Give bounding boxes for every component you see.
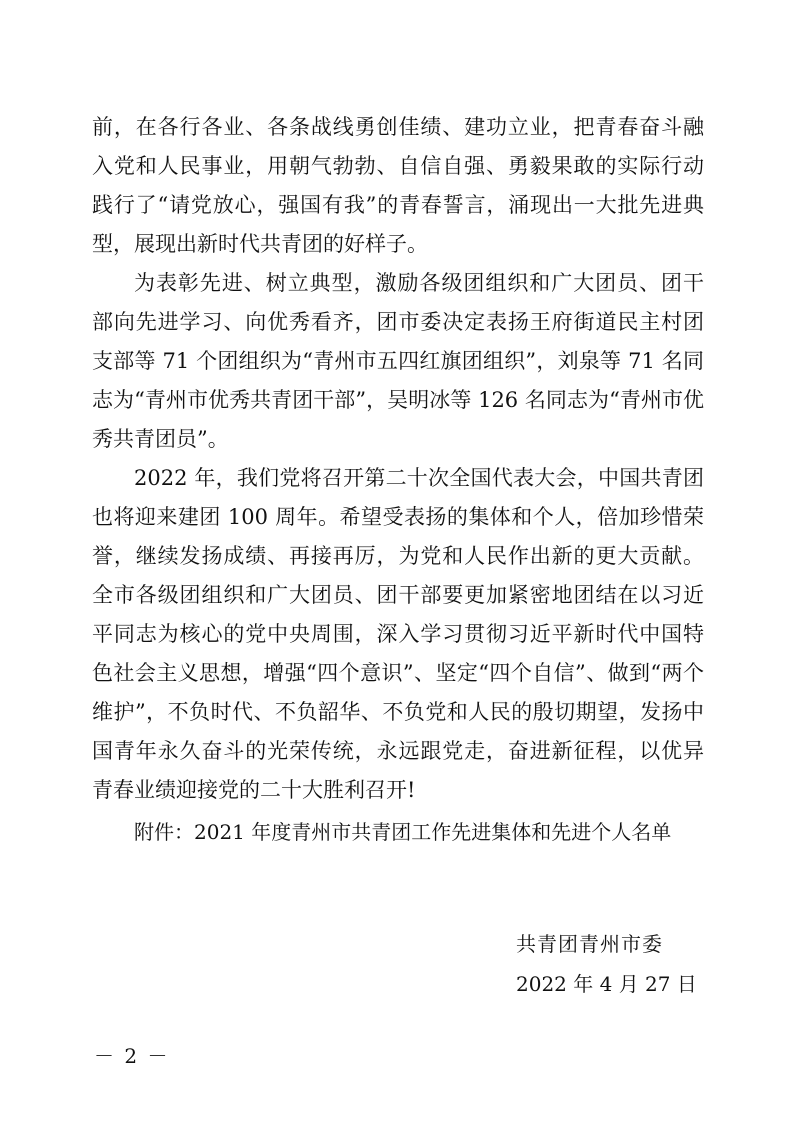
page-number: － 2 － <box>94 1044 170 1068</box>
paragraph-3-line-9: 青春业绩迎接党的二十大胜利召开! <box>92 778 416 802</box>
paragraph-2-line-1: 为表彰先进、树立典型，激励各级团组织和广大团员、团干 <box>134 271 704 295</box>
paragraph-3-line-3: 誉，继续发扬成绩、再接再厉，为党和人民作出新的更大贡献。 <box>92 544 704 568</box>
paragraph-3-line-8: 国青年永久奋斗的光荣传统，永远跟党走，奋进新征程，以优异 <box>92 739 704 763</box>
paragraph-1-line-2: 入党和人民事业，用朝气勃勃、自信自强、勇毅果敢的实际行动 <box>92 154 704 178</box>
attachment-note: 附件：2021 年度青州市共青团工作先进集体和先进个人名单 <box>134 820 672 844</box>
paragraph-3-line-2: 也将迎来建团 100 周年。希望受表扬的集体和个人，倍加珍惜荣 <box>92 505 704 529</box>
paragraph-3-line-7: 维护”，不负时代、不负韶华、不负党和人民的殷切期望，发扬中 <box>92 700 704 724</box>
paragraph-2-line-3: 支部等 71 个团组织为“青州市五四红旗团组织”，刘泉等 71 名同 <box>92 349 704 373</box>
paragraph-1-line-1: 前，在各行各业、各条战线勇创佳绩、建功立业，把青春奋斗融 <box>92 115 704 139</box>
paragraph-3-line-1: 2022 年，我们党将召开第二十次全国代表大会，中国共青团 <box>134 466 704 490</box>
paragraph-3-line-5: 平同志为核心的党中央周围，深入学习贯彻习近平新时代中国特 <box>92 622 704 646</box>
signature-organization: 共青团青州市委 <box>516 932 663 956</box>
paragraph-3-line-4: 全市各级团组织和广大团员、团干部要更加紧密地团结在以习近 <box>92 583 704 607</box>
paragraph-2-line-5: 秀共青团员”。 <box>92 427 229 451</box>
paragraph-3-line-6: 色社会主义思想，增强“四个意识”、坚定“四个自信”、做到“两个 <box>92 661 704 685</box>
signature-date: 2022 年 4 月 27 日 <box>516 972 697 996</box>
paragraph-2-line-4: 志为“青州市优秀共青团干部”，吴明冰等 126 名同志为“青州市优 <box>92 388 704 412</box>
paragraph-1-line-4: 型，展现出新时代共青团的好样子。 <box>92 232 428 256</box>
paragraph-1-line-3: 践行了“请党放心，强国有我”的青春誓言，涌现出一大批先进典 <box>92 193 704 217</box>
paragraph-2-line-2: 部向先进学习、向优秀看齐，团市委决定表扬王府街道民主村团 <box>92 310 704 334</box>
